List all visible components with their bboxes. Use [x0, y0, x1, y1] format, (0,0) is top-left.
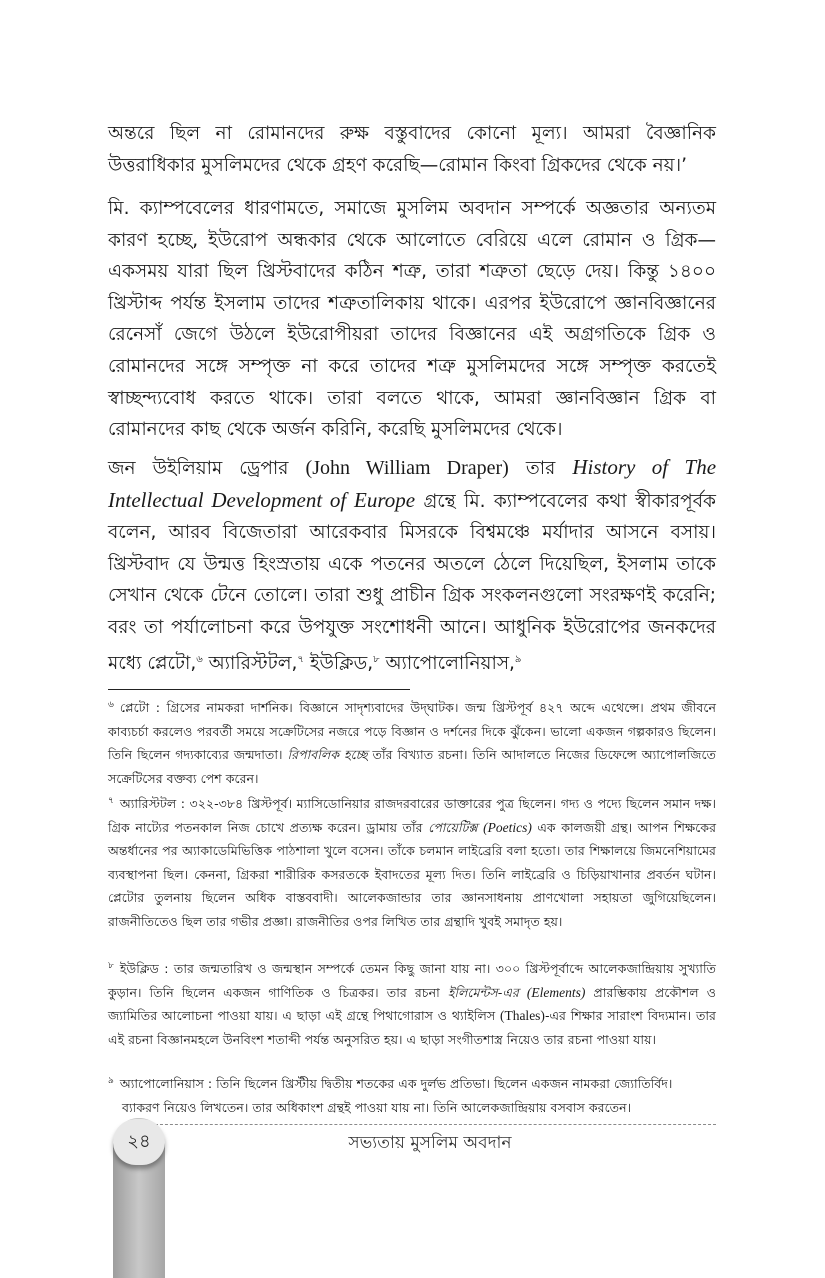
footnote-6-text-b: তাঁর বিখ্যাত রচনা। তিনি আদালতে নিজের ডিফেন্সে অ্যাপোলজিতে সক্রেটিসের বক্তব্য পেশ করেন।: [108, 747, 716, 786]
footnote-marker-9: ৯: [108, 1076, 114, 1086]
name-aristotle: অ্যারিস্টটল,: [208, 652, 298, 674]
paragraph-3-text-b: তার: [525, 458, 556, 479]
footnote-ref-8[interactable]: ৮: [373, 653, 380, 665]
footnote-7-text-b: এক কালজয়ী গ্রন্থ। আপন শিক্ষকের অন্তর্ধানের পর অ্যাকাডেমিভিত্তিক পাঠশালা খুলে বসেন। তাঁকে চলমান লাইব্রেরি বলা হতো। তার শিক্ষালয়ে জিমনেশিয়ামের ব্যবস্থাপনা ছিল। কেননা, গ্রিকরা শারীরিক কসরতকে ইবাদতের মূল্য দিত। তিনি লাইব্রেরি ও চিড়িয়াখানার প্রবর্তন ঘটান। প্লেটোর তুলনায় ছিলেন অধিক বাস্তববাদী। আলেকজান্ডার তার জ্ঞানসাধনায় প্রাণখোলা সহায়তা জুগিয়েছিলেন। রাজনীতিতেও ছিল তার গভীর প্রজ্ঞা। রাজনীতির ওপর লিখিত তার গ্রন্থাদি খুবই সমাদৃত হয়।: [108, 819, 716, 929]
footnote-8-text-a: ইউক্লিড : তার জন্মতারিখ ও জন্মস্থান সম্পর্কে তেমন কিছু জানা যায় না। ৩০০ খ্রিস্টপূর্বাব্দে আলেকজান্দ্রিয়ায় সুখ্যাতি কুড়ান। তিনি ছিলেন একজন গাণিতিক ও চিত্রকর। তার রচনা: [108, 961, 716, 1000]
footnote-ref-6[interactable]: ৬: [196, 653, 203, 665]
name-apollonius: অ্যাপোলোনিয়াস,: [385, 652, 515, 674]
footnote-8-text-c: -এর শিক্ষার সারাংশ বিদ্যমান। তার এই রচনা বিজ্ঞানমহলে উনবিংশ শতাব্দী পর্যন্ত অনুসরিত হয়। এ ছাড়া সংগীতশাস্ত্র নিয়েও তার রচনা পাওয়া যায়।: [108, 1008, 716, 1047]
footnote-8-italic: ইলিমেন্টস-এর: [447, 984, 519, 1000]
footnote-marker-8: ৮: [108, 961, 114, 971]
footer-dashed-line: [150, 1124, 716, 1125]
footnote-7-italic: পোয়েটিক্স: [428, 819, 478, 835]
footnote-8-latin: (Elements): [526, 984, 586, 1000]
author-name-bn: জন উইলিয়াম ড্রেপার: [108, 458, 289, 479]
footnote-7-text-a: অ্যারিস্টটল : ৩২২-৩৮৪ খ্রিস্টপূর্ব। ম্যাসিডোনিয়ার রাজদরবারের ডাক্তারের পুত্র ছিলেন। গদ্য ও পদ্যে ছিলেন সমান দক্ষ। গ্রিক নাট্যের পতনকাল নিজ চোখে প্রত্যক্ষ করেন। ড্রামায় তাঁর: [108, 796, 716, 835]
paragraph-1: অন্তরে ছিল না রোমানদের রুক্ষ বস্তুবাদের কোনো মূল্য। আমরা বৈজ্ঞানিক উত্তরাধিকার মুসলিমদের থেকে গ্রহণ করেছি—রোমান কিংবা গ্রিকদের থেকে নয়।’: [108, 123, 716, 176]
footnote-9-text-a: অ্যাপোলোনিয়াস : তিনি ছিলেন খ্রিস্টীয় দ্বিতীয় শতকের এক দুর্লভ প্রতিভা। ছিলেন একজন নামকরা জ্যোতির্বিদ।: [119, 1076, 673, 1092]
footnote-ref-7[interactable]: ৭: [297, 653, 304, 665]
name-plato: প্লেটো,: [147, 652, 197, 674]
book-title: History of The Intellectual Development of Europe: [108, 455, 717, 512]
page-number: ২৪: [113, 1119, 165, 1165]
author-name-en: (John William Draper): [305, 457, 509, 479]
paragraph-2: মি. ক্যাম্পবেলের ধারণামতে, সমাজে মুসলিম অবদান সম্পর্কে অজ্ঞতার অন্যতম কারণ হচ্ছে, ইউরোপ অন্ধকার থেকে আলোতে বেরিয়ে এলে রোমান ও গ্রিক—একসময় যারা ছিল খ্রিস্টবাদের কঠিন শত্রু, তারা শত্রুতা ছেড়ে দেয়। কিন্তু ১৪০০ খ্রিস্টাব্দ পর্যন্ত ইসলাম তাদের শত্রুতালিকায় থাকে। এরপর ইউরোপে জ্ঞানবিজ্ঞানের রেনেসাঁ জেগে উঠলে ইউরোপীয়রা তাদের বিজ্ঞানের এই অগ্রগতিকে গ্রিক ও রোমানদের সঙ্গে সম্পৃক্ত না করে তাদের শত্রু মুসলিমদের সঙ্গে সম্পৃক্ত করতেই স্বাচ্ছন্দ্যবোধ করতে থাকে। তারা বলতে থাকে, আমরা জ্ঞানবিজ্ঞান গ্রিক বা রোমানদের কাছ থেকে অর্জন করিনি, করেছি মুসলিমদের থেকে।: [108, 198, 716, 441]
footnote-9: [108, 1070, 716, 1119]
footnote-8-text-b: প্রারম্ভিকায় প্রকৌশল ও জ্যামিতির আলোচনা পাওয়া যায়। এ ছাড়া এই গ্রন্থে পিথাগোরাস ও থ্যাইলিস: [108, 984, 716, 1024]
footnote-7-latin: (Poetics): [483, 819, 532, 835]
footnote-7: [108, 790, 716, 933]
paragraph-3-text-c: গ্রন্থে মি. ক্যাম্পবেলের কথা স্বীকারপূর্বক বলেন, আরব বিজেতারা আরেকবার মিসরকে বিশ্বমঞ্চে মর্যাদার আসনে বসায়। খ্রিস্টবাদ যে উন্মত্ত হিংস্রতায় একে পতনের অতলে ঠেলে দিয়েছিল, ইসলাম তাকে সেখান থেকে টেনে তোলে। তারা শুধু প্রাচীন গ্রিক সংকলনগুলো সংরক্ষণই করেনি; বরং তা পর্যালোচনা করে উপযুক্ত সংশোধনী আনে। আধুনিক ইউরোপের জনকদের মধ্যে: [108, 490, 716, 674]
footnote-8-latin2: (Thales): [499, 1008, 545, 1024]
footnote-6-text-a: প্লেটো : গ্রিসের নামকরা দার্শনিক। বিজ্ঞানে সাদৃশ্যবাদের উদ্‌ঘাটক। জন্ম খ্রিস্টপূর্ব ৪২৭ অব্দে এথেন্সে। প্রথম জীবনে কাব্যচর্চা করলেও পরবর্তী সময়ে সক্রেটিসের নজরে পড়ে বিজ্ঞান ও দর্শনের দিকে ঝুঁকেন। ভালো একজন গল্পকারও ছিলেন। তিনি ছিলেন গদ্যকাব্যের জন্মদাতা।: [108, 700, 716, 763]
footnote-9-text-b: ব্যাকরণ নিয়েও লিখতেন। তার অধিকাংশ গ্রন্থই পাওয়া যায় না। তিনি আলেকজান্দ্রিয়ায় বসবাস করতেন।: [122, 1099, 632, 1115]
footnote-8: [108, 955, 716, 1051]
footnote-ref-9[interactable]: ৯: [514, 653, 522, 665]
footnote-divider: [108, 689, 410, 690]
footnote-marker-7: ৭: [108, 796, 114, 806]
running-title: সভ্যতায় মুসলিম অবদান: [348, 1133, 512, 1153]
footnote-6-italic: রিপাবলিক হচ্ছে: [287, 747, 368, 763]
footnote-6: [108, 694, 716, 790]
name-euclid: ইউক্লিড,: [309, 652, 374, 674]
paragraph-3: [108, 452, 716, 679]
footnote-marker-6: ৬: [108, 700, 114, 710]
